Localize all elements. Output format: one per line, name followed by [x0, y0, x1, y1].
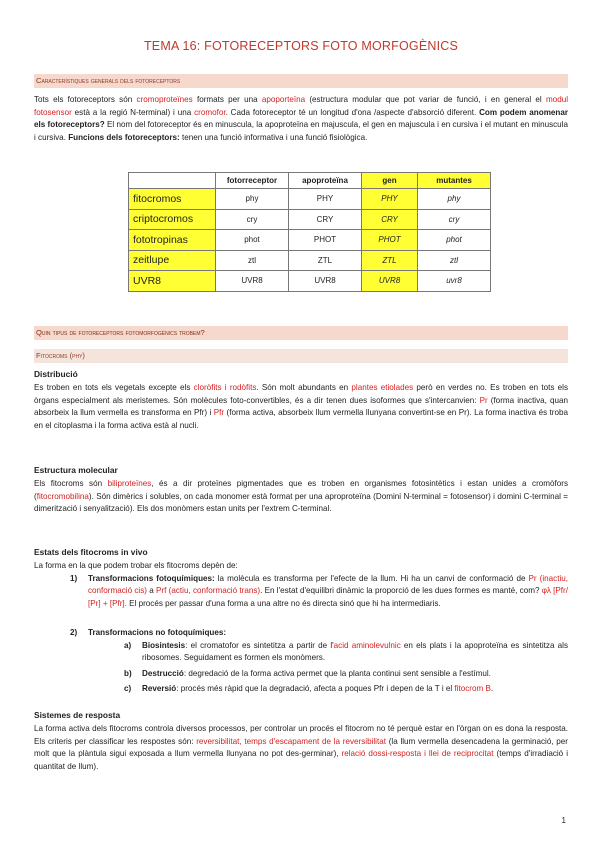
- table-cell: ztl: [216, 250, 289, 271]
- table-cell: cry: [216, 209, 289, 230]
- table-cell: UVR8: [216, 271, 289, 292]
- table-cell: CRY: [289, 209, 362, 230]
- table-cell: ZTL: [289, 250, 362, 271]
- table-cell: phot: [418, 230, 491, 251]
- heading-estructura: Estructura molecular: [34, 465, 118, 475]
- list-item: c) Reversió: procés més ràpid que la degradació, afecta a poques Pfr i depen de la T i el fitocrom B.: [124, 684, 494, 693]
- page-number: 1: [561, 816, 566, 825]
- list-item: b) Destrucció: degredació de la forma activa permet que la planta continui sent sensible a l'estímul.: [124, 669, 491, 678]
- estructura-paragraph: Els fitocroms són biliproteïnes, és a dir proteïnes pigmentades que es troben en organismes fotosintètics i estan unides a cromòfors (fitocromobilina). Són dimèrics i solubles, on cada monomer està format per una aproproteïna (Domini N-terminal = fotosensor) i domini C-terminal = dimerització i senyalització). Els dos monòmers estan units per l'extrem C-terminal.: [34, 479, 569, 514]
- list-item: a) Biosintesis: el cromatofor es sintetitza a partir de l'acid aminolevulnic en els plats i la apoproteïna es sintetitza als ribosomes. Seguidament es formen els monòmers.: [124, 641, 568, 663]
- table-cell: phy: [216, 189, 289, 210]
- table-row: [129, 209, 491, 230]
- table-cell: ztl: [418, 250, 491, 271]
- page-title: TEMA 16: FOTORECEPTORS FOTO MORFOGÈNICS: [143, 39, 459, 53]
- table-row-label: fitocromos: [129, 189, 216, 210]
- table-row: [129, 189, 491, 210]
- table-row: [129, 271, 491, 292]
- table-row-label: UVR8: [129, 271, 216, 292]
- table-cell: phy: [418, 189, 491, 210]
- photoreceptor-table: [128, 172, 491, 292]
- list-item: 1) Transformacions fotoquímiques: la molècula es transforma per l'efecte de la llum. Hi ha un canvi de conformació de Pr (inactiu, conformació cis) a Prf (actiu, conformació trans). En l'estat d'equilibri dinàmic la proporció de les dues formes es manté, com? φλ [Pfr/ [Pr] + [Pfr]. El procés per passar d'una forma a una altre no és directa sinó que hi ha intermediaris.: [70, 574, 569, 608]
- table-row-label: criptocromos: [129, 209, 216, 230]
- section-heading-types: Quin tipus de fotoreceptors fotomorfogènics trobem?: [34, 326, 568, 340]
- table-row-label: zeitlupe: [129, 250, 216, 271]
- table-cell: PHOT: [362, 230, 418, 251]
- sistemes-paragraph: La forma activa dels fitocroms controla diversos processos, per controlar un procés el fitocrom no té perquè estar en l'òrgan on es dona la resposta. Els criteris per classificar les respostes són: reversibilitat, temps d'escapament de la reversibilitat (la llum vermella desencadena la germinació, per molt que la plàntula sigui exposada a llum vermella llunyana no pot des-germinar), relació dossi-resposta i llei de reciprocitat (temps d'irradiació i quantitat de llum).: [34, 724, 568, 771]
- table-cell: PHY: [362, 189, 418, 210]
- table-cell: ZTL: [362, 250, 418, 271]
- list-item: 2) Transformacions no fotoquímiques:: [70, 628, 227, 637]
- table-header-cell: apoproteïna: [289, 173, 362, 189]
- estats-intro: La forma en la que podem trobar els fitocroms depèn de:: [34, 561, 238, 570]
- table-header-cell: [129, 173, 216, 189]
- table-cell: cry: [418, 209, 491, 230]
- table-row: [129, 230, 491, 251]
- table-cell: UVR8: [289, 271, 362, 292]
- table-cell: UVR8: [362, 271, 418, 292]
- table-cell: PHOT: [289, 230, 362, 251]
- table-cell: CRY: [362, 209, 418, 230]
- table-cell: PHY: [289, 189, 362, 210]
- table-cell: phot: [216, 230, 289, 251]
- heading-estats: Estats dels fitocroms in vivo: [34, 547, 148, 557]
- table-cell: uvr8: [418, 271, 491, 292]
- heading-sistemes: Sistemes de resposta: [34, 710, 121, 720]
- table-header-cell: fotorreceptor: [216, 173, 289, 189]
- table-row: [129, 250, 491, 271]
- intro-paragraph: Tots els fotoreceptors són cromoproteïnes formats per una apoporteïna (estructura modular que pot variar de funció, i en general el modul fotosensor està a la regió N-terminal) i una cromofor. Cada fotoreceptor té un longitud d'ona /aspecte d'absorció diferent. Com podem anomenar els fotoreceptors? El nom del fotoreceptor és en minuscula, la apoproteïna en majuscula, el gen en majuscula i en cursiva i el mutant en minuscula i cursiva. Funcions dels fotoreceptors: tenen una funció informativa i una funció fisiològica.: [34, 95, 568, 142]
- subsection-heading-phytochromes: Fitocroms (phy): [34, 349, 568, 363]
- table-header-cell: gen: [362, 173, 418, 189]
- heading-distribucio: Distribució: [34, 369, 78, 379]
- section-heading-general: Característiques generals dels fotoreceptors: [34, 74, 568, 88]
- table-row-label: fototropinas: [129, 230, 216, 251]
- table-header-cell: mutantes: [418, 173, 491, 189]
- distribucio-paragraph: Es troben en tots els vegetals excepte els cloròfits i rodòfits. Són molt abundants en plantes etiolades però en verdes no. Es troben en tots els òrgans especialment als meristemes. Són molècules foto-convertibles, és a dir tenen dues isoformes que s'intercanvien: Pr (forma inactiva, quan absorbeix la llum vermella es transforma en Pfr) i Pfr (forma activa, absorbeix llum vermella llunyana convertint-se en Pr). La forma inactiva és troba en el citoplasma i la forma activa està al nucli.: [34, 383, 568, 430]
